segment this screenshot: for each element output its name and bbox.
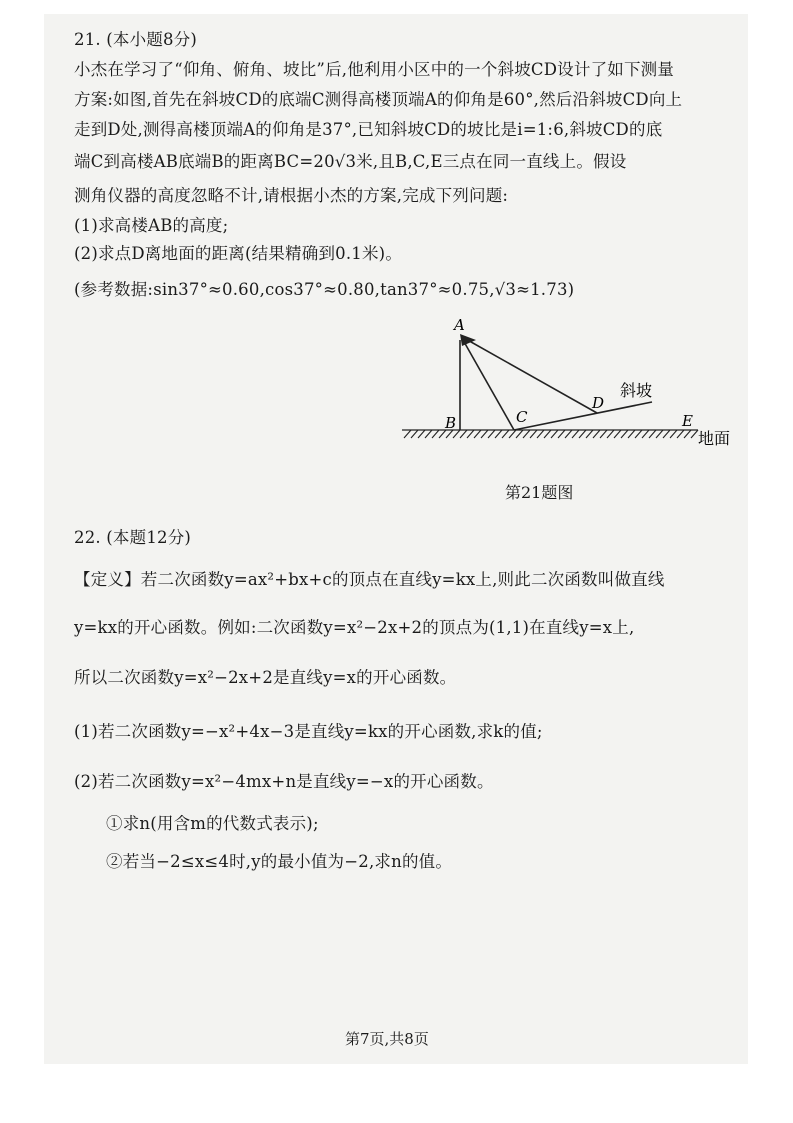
hatch-mark — [642, 430, 649, 438]
hatch-mark — [523, 430, 530, 438]
q22-definition-line: y=kx的开心函数。例如:二次函数y=x²−2x+2的顶点为(1,1)在直线y=x上, — [74, 618, 635, 637]
sightline-ac — [463, 340, 514, 430]
q22-definition-line: 【定义】若二次函数y=ax²+bx+c的顶点在直线y=kx上,则此二次函数叫做直线 — [74, 570, 665, 589]
q22-part2: (2)若二次函数y=x²−4mx+n是直线y=−x的开心函数。 — [74, 772, 494, 791]
q21-part2: (2)求点D离地面的距离(结果精确到0.1米)。 — [74, 244, 403, 263]
q21-reference-data: (参考数据:sin37°≈0.60,cos37°≈0.80,tan37°≈0.75,√3≈1.73) — [74, 280, 575, 299]
hatch-mark — [607, 430, 614, 438]
label-a: A — [454, 316, 465, 334]
hatch-mark — [677, 430, 684, 438]
hatch-mark — [565, 430, 572, 438]
hatch-mark — [691, 430, 698, 438]
hatch-mark — [481, 430, 488, 438]
q21-part1: (1)求高楼AB的高度; — [74, 216, 229, 235]
q21-text-line: 端C到高楼AB底端B的距离BC=20√3米,且B,C,E三点在同一直线上。假设 — [74, 152, 627, 171]
hatch-mark — [586, 430, 593, 438]
q22-part1: (1)若二次函数y=−x²+4x−3是直线y=kx的开心函数,求k的值; — [74, 722, 543, 741]
q22-part2-b: ②若当−2≤x≤4时,y的最小值为−2,求n的值。 — [106, 852, 453, 871]
hatch-mark — [635, 430, 642, 438]
q21-text-line: 方案:如图,首先在斜坡CD的底端C测得高楼顶端A的仰角是60°,然后沿斜坡CD向上 — [74, 90, 683, 109]
hatch-mark — [488, 430, 495, 438]
hatch-mark — [502, 430, 509, 438]
page-footer: 第7页,共8页 — [345, 1030, 429, 1048]
hatch-mark — [516, 430, 523, 438]
hatch-mark — [621, 430, 628, 438]
hatch-mark — [460, 430, 467, 438]
slope-line — [514, 402, 652, 430]
hatch-mark — [663, 430, 670, 438]
hatch-mark — [656, 430, 663, 438]
q21-text-line: 测角仪器的高度忽略不计,请根据小杰的方案,完成下列问题: — [74, 186, 509, 205]
hatch-mark — [579, 430, 586, 438]
label-slope: 斜坡 — [620, 381, 653, 400]
hatch-mark — [572, 430, 579, 438]
q21-text-line: 走到D处,测得高楼顶端A的仰角是37°,已知斜坡CD的坡比是i=1:6,斜坡CD的底 — [74, 120, 663, 139]
hatch-mark — [537, 430, 544, 438]
hatch-mark — [495, 430, 502, 438]
hatch-mark — [411, 430, 418, 438]
q22-definition-line: 所以二次函数y=x²−2x+2是直线y=x的开心函数。 — [74, 668, 457, 687]
hatch-mark — [628, 430, 635, 438]
label-e: E — [682, 412, 693, 430]
hatch-mark — [551, 430, 558, 438]
hatch-mark — [684, 430, 691, 438]
hatch-mark — [593, 430, 600, 438]
hatch-mark — [467, 430, 474, 438]
hatch-mark — [600, 430, 607, 438]
hatch-mark — [649, 430, 656, 438]
hatch-mark — [670, 430, 677, 438]
hatch-mark — [530, 430, 537, 438]
label-c: C — [516, 408, 528, 426]
hatch-mark — [558, 430, 565, 438]
q22-part2-a: ①求n(用含m的代数式表示); — [106, 814, 319, 833]
label-ground: 地面 — [698, 429, 731, 448]
label-d: D — [592, 394, 605, 412]
q21-header: 21. (本小题8分) — [74, 30, 198, 49]
q21-figure — [390, 312, 750, 462]
label-b: B — [445, 414, 457, 432]
hatch-mark — [404, 430, 411, 438]
hatch-mark — [509, 430, 516, 438]
hatch-mark — [614, 430, 621, 438]
q21-text-line: 小杰在学习了“仰角、俯角、坡比”后,他利用小区中的一个斜坡CD设计了如下测量 — [74, 60, 675, 79]
hatch-mark — [544, 430, 551, 438]
hatch-mark — [418, 430, 425, 438]
q22-header: 22. (本题12分) — [74, 528, 192, 547]
hatch-mark — [425, 430, 432, 438]
hatch-mark — [474, 430, 481, 438]
figure-caption: 第21题图 — [505, 483, 574, 502]
hatch-mark — [432, 430, 439, 438]
